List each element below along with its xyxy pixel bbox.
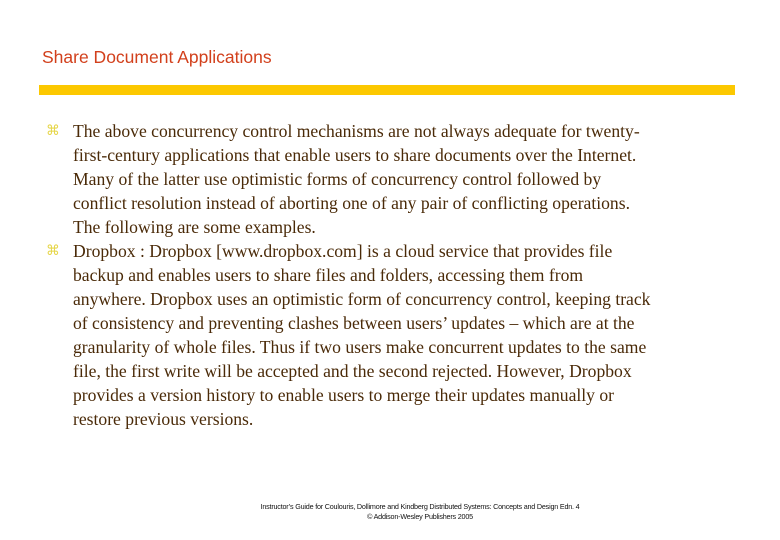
slide-title: Share Document Applications — [42, 47, 272, 67]
text-line: file, the first write will be accepted and the second rejected. However, Dropbox — [73, 361, 632, 381]
bullet-icon: ⌘ — [46, 123, 60, 139]
footer-copyright: © Addison-Wesley Publishers 2005 — [367, 512, 473, 521]
text-line: granularity of whole files. Thus if two users make concurrent updates to the same — [73, 337, 647, 357]
footer — [0, 502, 780, 522]
text-line: anywhere. Dropbox uses an optimistic form of concurrency control, keeping track — [73, 289, 651, 309]
text-line: provides a version history to enable users to merge their updates manually or — [73, 385, 615, 405]
text-line: conflict resolution instead of aborting one of any pair of conflicting operations. — [73, 193, 630, 213]
title-underline-bar — [39, 85, 735, 95]
text-line: backup and enables users to share files and folders, accessing them from — [73, 265, 584, 285]
text-line: Many of the latter use optimistic forms of concurrency control followed by — [73, 169, 602, 189]
text-line: The above concurrency control mechanisms are not always adequate for twenty- — [73, 121, 640, 141]
bullet-icon: ⌘ — [46, 243, 60, 259]
text-line: first-century applications that enable users to share documents over the Internet. — [73, 145, 637, 165]
text-line: of consistency and preventing clashes between users’ updates – which are at the — [73, 313, 635, 333]
footer-citation: Instructor’s Guide for Coulouris, Dollimore and Kindberg Distributed Systems: Concepts and Design Edn. 4 — [260, 502, 580, 511]
text-line: The following are some examples. — [73, 217, 316, 237]
bullet-list — [46, 119, 746, 431]
text-line: Dropbox : Dropbox [www.dropbox.com] is a cloud service that provides file — [73, 241, 613, 261]
text-line: restore previous versions. — [73, 409, 254, 429]
bullet-item-overview — [46, 119, 746, 239]
bullet-item-dropbox — [46, 239, 746, 431]
